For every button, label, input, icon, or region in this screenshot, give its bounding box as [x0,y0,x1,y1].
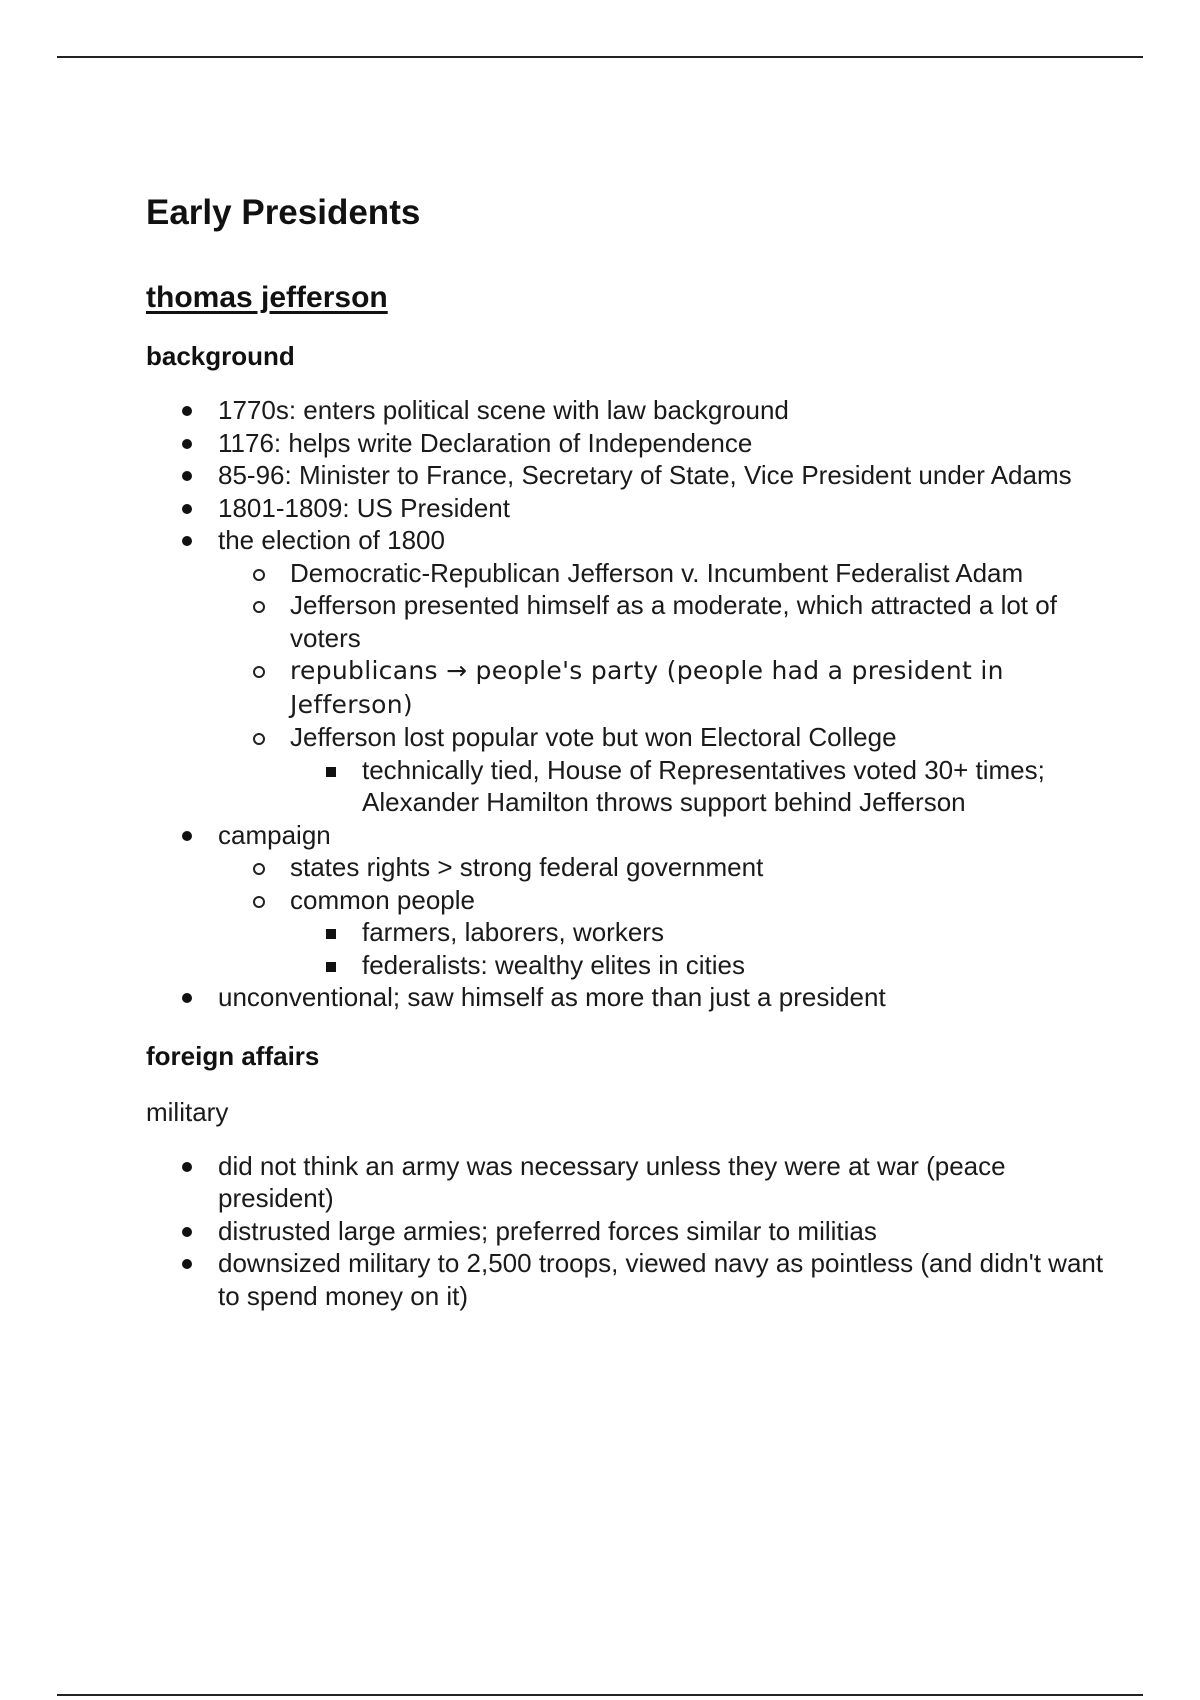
list-item: did not think an army was necessary unless they were at war (peace president) [146,1150,1106,1215]
bullet-square-icon [326,962,336,972]
common-people-sublist [290,916,1106,981]
document-title: Early Presidents [146,193,421,232]
document-body [146,192,1106,1312]
bullet-disc-icon [182,504,192,514]
list-item: 1770s: enters political scene with law background [146,394,1106,427]
military-subheading: military [146,1096,229,1127]
bottom-divider [57,1694,1143,1696]
bullet-circle-icon [253,666,265,678]
background-list [146,394,1106,1014]
bullet-disc-icon [182,406,192,416]
sub-list-item: common people farmers, laborers, workers federalists: wealthy elites in cities [218,884,1106,982]
list-item-election: the election of 1800 Democratic-Republican Jefferson v. Incumbent Federalist Adam Jefferson presented himself as a moderate, which attracted a lot of voters republicans → people's party (people had a president in Jefferson) Jefferson lost popular vote but won Electoral College technically tied, House of Representatives voted 30+ times; Alexander Hamilton throws support behind Jefferson [146,524,1106,819]
military-list [146,1150,1106,1313]
bullet-square-icon [326,767,336,777]
bullet-disc-icon [182,536,192,546]
electoral-sublist [290,754,1106,819]
top-divider [57,56,1143,58]
foreign-affairs-heading: foreign affairs [146,1040,320,1071]
bullet-disc-icon [182,1227,192,1237]
bullet-square-icon [326,929,336,939]
bullet-disc-icon [182,1162,192,1172]
sub-list-item: states rights > strong federal government [218,851,1106,884]
bullet-disc-icon [182,1259,192,1269]
bullet-circle-icon [253,569,265,581]
bullet-circle-icon [253,863,265,875]
list-item: 1176: helps write Declaration of Independence [146,427,1106,460]
campaign-sublist [218,851,1106,981]
bullet-circle-icon [253,733,265,745]
bullet-disc-icon [182,439,192,449]
list-item: 85-96: Minister to France, Secretary of State, Vice President under Adams [146,459,1106,492]
sub-list-item: Jefferson presented himself as a moderate, which attracted a lot of voters [218,589,1106,654]
list-item-campaign: campaign states rights > strong federal government common people farmers, laborers, workers federalists: wealthy elites in cities [146,819,1106,982]
list-item: downsized military to 2,500 troops, viewed navy as pointless (and didn't want to spend money on it) [146,1247,1106,1312]
sub-sub-list-item: technically tied, House of Representatives voted 30+ times; Alexander Hamilton throws support behind Jefferson [290,754,1106,819]
sub-list-item: Jefferson lost popular vote but won Electoral College technically tied, House of Representatives voted 30+ times; Alexander Hamilton throws support behind Jefferson [218,721,1106,819]
bullet-circle-icon [253,601,265,613]
sub-sub-list-item: farmers, laborers, workers [290,916,1106,949]
bullet-disc-icon [182,993,192,1003]
sub-list-item: republicans → people's party (people had a president in Jefferson) [218,654,1106,721]
sub-list-item: Democratic-Republican Jefferson v. Incumbent Federalist Adam [218,557,1106,590]
background-heading: background [146,341,295,371]
list-item: 1801-1809: US President [146,492,1106,525]
bullet-disc-icon [182,471,192,481]
sub-sub-list-item: federalists: wealthy elites in cities [290,949,1106,982]
bullet-disc-icon [182,831,192,841]
list-item: distrusted large armies; preferred forces similar to militias [146,1215,1106,1248]
election-sublist [218,557,1106,819]
list-item: unconventional; saw himself as more than just a president [146,981,1106,1014]
bullet-circle-icon [253,896,265,908]
section-heading: thomas jefferson [146,281,388,314]
